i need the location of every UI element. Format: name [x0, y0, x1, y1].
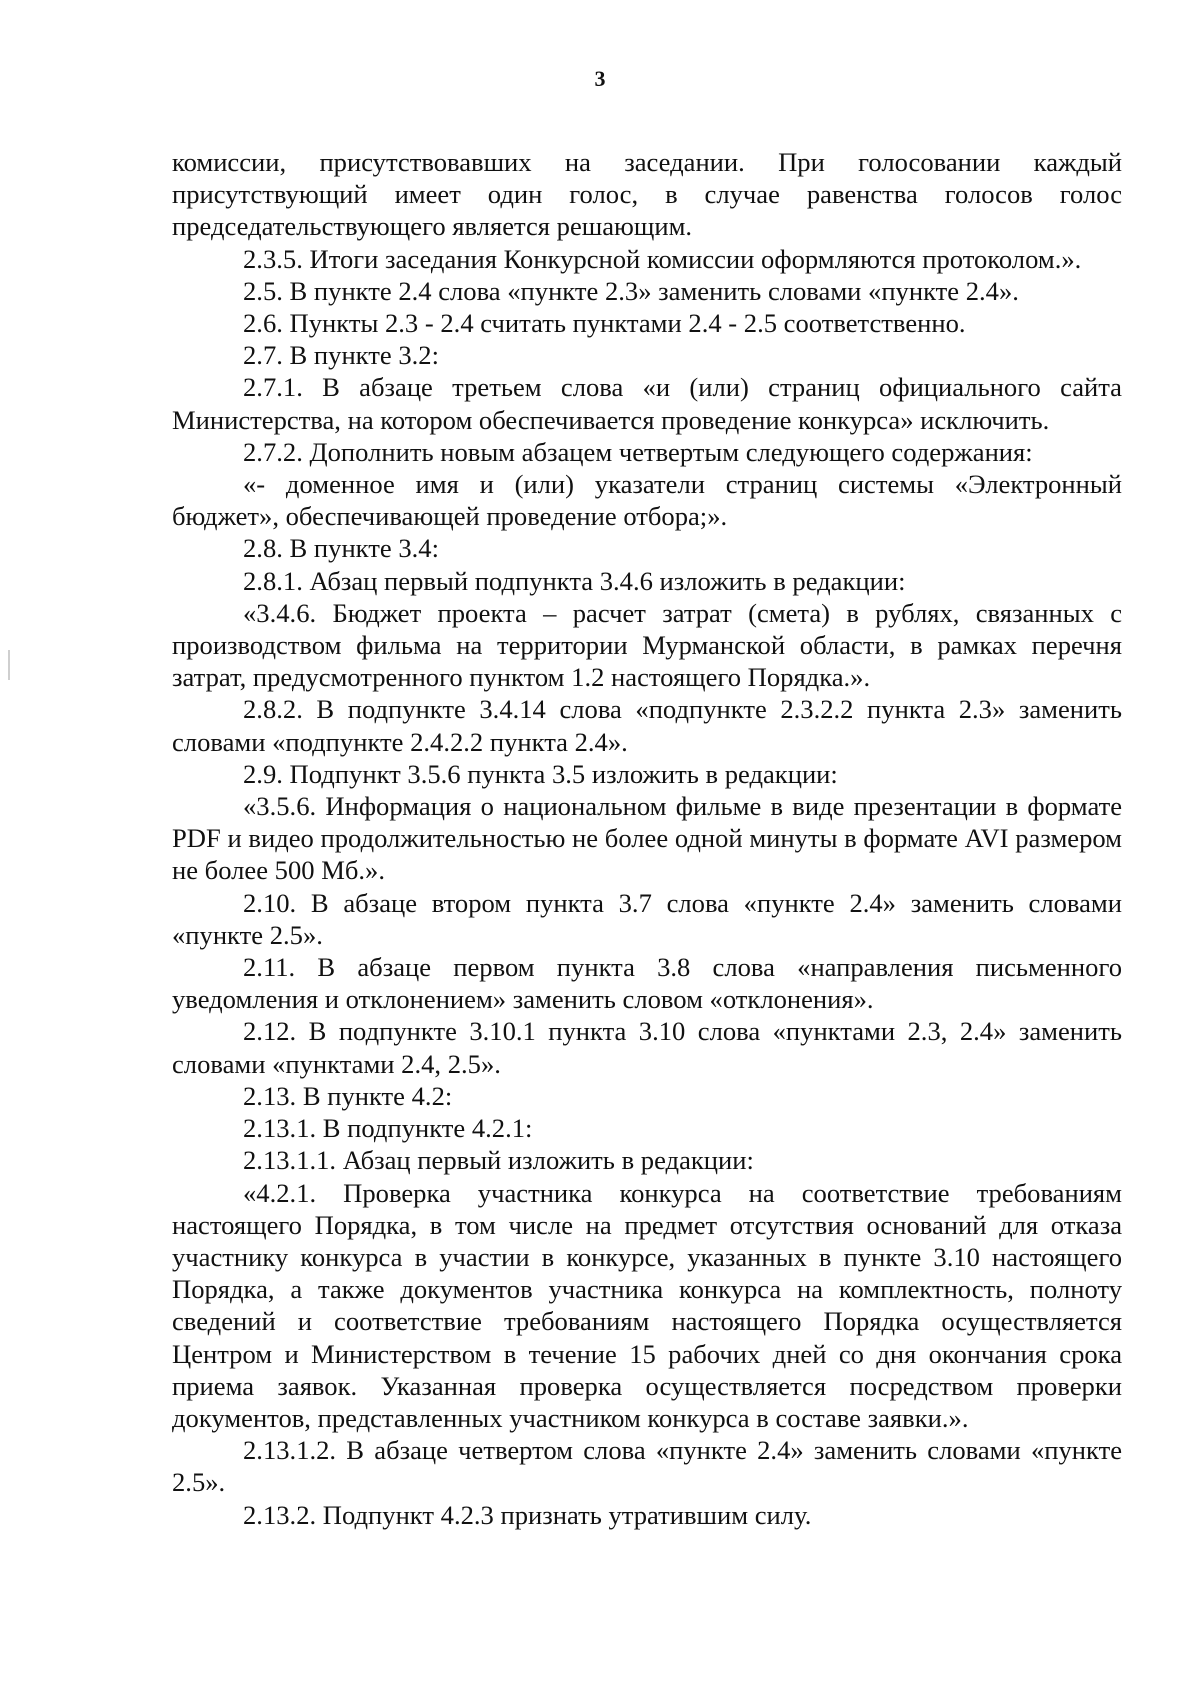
paragraph-2-13: 2.13. В пункте 4.2:	[243, 1080, 453, 1111]
paragraph-2-7-1: 2.7.1. В абзаце третьем слова «и (или) страниц официального сайта Министерства, на котором обеспечивается проведение конкурса» исключить.	[172, 372, 1122, 435]
paragraph-quote-3-5-6: «3.5.6. Информация о национальном фильме в виде презентации в формате PDF и видео продолжительностью не более одной минуты в формате AVI размером не более 500 Мб.».	[172, 791, 1122, 886]
paragraph-2-13-2: 2.13.2. Подпункт 4.2.3 признать утратившим силу.	[243, 1499, 812, 1530]
paragraph-quote-3-4-6: «3.4.6. Бюджет проекта – расчет затрат (смета) в рублях, связанных с производством фильма на территории Мурманской области, в рамках перечня затрат, предусмотренного пунктом 1.2 настоящего Порядка.».	[172, 597, 1122, 693]
paragraph-2-7-2: 2.7.2. Дополнить новым абзацем четвертым следующего содержания:	[243, 436, 1033, 467]
paragraph-2-13-1-2: 2.13.1.2. В абзаце четвертом слова «пункте 2.4» заменить словами «пункте 2.5».	[172, 1435, 1122, 1498]
paragraph-2-7: 2.7. В пункте 3.2:	[243, 340, 439, 371]
paragraph-quote-4-2-1: «4.2.1. Проверка участника конкурса на соответствие требованиям настоящего Порядка, в том числе на предмет отсутствия оснований для отказа участнику конкурса в участии в конкурсе, указанных в пункте 3.10 настоящего Порядка, а также документов участника конкурса на комплектность, полноту сведений и соответствие требованиям настоящего Порядка осуществляется Центром и Министерством в течение 15 рабочих дней со дня окончания срока приема заявок. Указанная проверка осуществляется посредством проверки документов, представленных участником конкурса в составе заявки.».	[172, 1177, 1122, 1433]
scan-margin-mark	[8, 650, 10, 680]
page-number: 3	[594, 66, 606, 91]
paragraph-continuation: комиссии, присутствовавших на заседании. При голосовании каждый присутствующий имеет один голос, в случае равенства голосов голос председательствующего является решающим.	[172, 147, 1122, 242]
paragraph-2-5: 2.5. В пункте 2.4 слова «пункте 2.3» заменить словами «пункте 2.4».	[243, 275, 1019, 306]
paragraph-2-12: 2.12. В подпункте 3.10.1 пункта 3.10 слова «пунктами 2.3, 2.4» заменить словами «пунктами 2.4, 2.5».	[172, 1016, 1122, 1079]
paragraph-2-3-5: 2.3.5. Итоги заседания Конкурсной комиссии оформляются протоколом.».	[243, 243, 1082, 274]
paragraph-2-10: 2.10. В абзаце втором пункта 3.7 слова «пункте 2.4» заменить словами «пункте 2.5».	[172, 887, 1122, 950]
paragraph-2-8-1: 2.8.1. Абзац первый подпункта 3.4.6 изложить в редакции:	[243, 565, 906, 596]
paragraph-2-9: 2.9. Подпункт 3.5.6 пункта 3.5 изложить в редакции:	[243, 758, 838, 789]
paragraph-2-8-2: 2.8.2. В подпункте 3.4.14 слова «подпункте 2.3.2.2 пункта 2.3» заменить словами «подпункте 2.4.2.2 пункта 2.4».	[172, 694, 1122, 757]
paragraph-2-6: 2.6. Пункты 2.3 - 2.4 считать пунктами 2.4 - 2.5 соответственно.	[243, 308, 966, 339]
paragraph-2-13-1: 2.13.1. В подпункте 4.2.1:	[243, 1113, 533, 1144]
paragraph-2-8: 2.8. В пункте 3.4:	[243, 533, 439, 564]
document-body	[172, 146, 1122, 1531]
paragraph-2-11: 2.11. В абзаце первом пункта 3.8 слова «направления письменного уведомления и отклонением» заменить словом «отклонения».	[172, 952, 1122, 1015]
paragraph-quote-domain: «- доменное имя и (или) указатели страниц системы «Электронный бюджет», обеспечивающей проведение отбора;».	[172, 469, 1122, 532]
paragraph-2-13-1-1: 2.13.1.1. Абзац первый изложить в редакции:	[243, 1145, 754, 1176]
